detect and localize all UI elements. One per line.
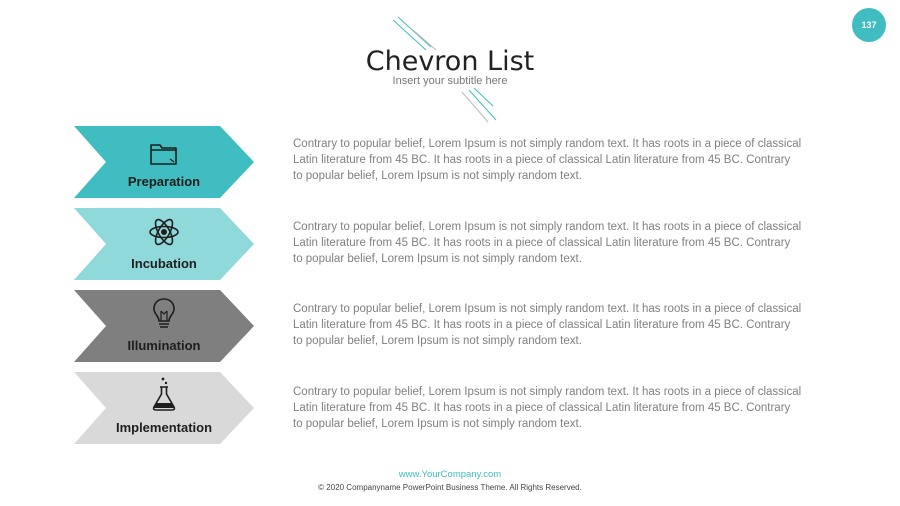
chevron-item-implementation bbox=[74, 372, 254, 444]
footer-website-link[interactable]: www.YourCompany.com bbox=[398, 469, 502, 480]
chevron-item-illumination bbox=[74, 290, 254, 362]
slide-subtitle: Insert your subtitle here bbox=[392, 75, 508, 87]
chevron-item-incubation bbox=[74, 208, 254, 280]
item-description: Contrary to popular belief, Lorem Ipsum is not simply random text. It has roots in a piece of classical Latin literature from 45 BC. It has roots in a piece of classical Latin literature from 45 BC. Contrary to popular belief, Lorem Ipsum is not simply random text. bbox=[293, 221, 802, 265]
footer-copyright: © 2020 Companyname PowerPoint Business Theme. All Rights Reserved. bbox=[318, 483, 582, 492]
item-description: Contrary to popular belief, Lorem Ipsum is not simply random text. It has roots in a piece of classical Latin literature from 45 BC. It has roots in a piece of classical Latin literature from 45 BC. Contrary to popular belief, Lorem Ipsum is not simply random text. bbox=[293, 138, 802, 182]
item-description: Contrary to popular belief, Lorem Ipsum is not simply random text. It has roots in a piece of classical Latin literature from 45 BC. It has roots in a piece of classical Latin literature from 45 BC. Contrary to popular belief, Lorem Ipsum is not simply random text. bbox=[293, 303, 802, 347]
flask-icon bbox=[148, 376, 180, 412]
chevron-label: Incubation bbox=[131, 256, 197, 271]
chevron-label: Implementation bbox=[115, 420, 213, 435]
chevron-label: Preparation bbox=[127, 174, 201, 189]
item-description: Contrary to popular belief, Lorem Ipsum is not simply random text. It has roots in a piece of classical Latin literature from 45 BC. It has roots in a piece of classical Latin literature from 45 BC. Contrary to popular belief, Lorem Ipsum is not simply random text. bbox=[293, 386, 802, 430]
light-bulb-icon bbox=[148, 296, 180, 330]
atom-icon bbox=[148, 216, 180, 248]
chevron-item-preparation bbox=[74, 126, 254, 198]
chevron-label: Illumination bbox=[127, 338, 201, 353]
folder-icon bbox=[148, 140, 180, 168]
slide-title: Chevron List bbox=[365, 46, 535, 77]
page-number-badge: 137 bbox=[852, 8, 886, 42]
